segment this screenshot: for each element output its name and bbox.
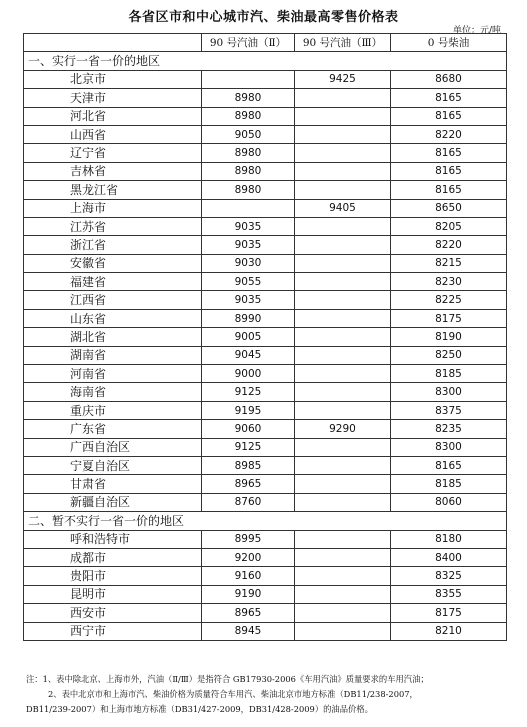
gasoline-90-ii-price: 8760: [202, 493, 295, 511]
region-name: 吉林省: [24, 162, 202, 180]
gasoline-90-iii-price: [295, 383, 391, 401]
region-name: 新疆自治区: [24, 493, 202, 511]
gasoline-90-ii-price: 9030: [202, 254, 295, 272]
diesel-0-price: 8185: [391, 475, 507, 493]
gasoline-90-ii-price: 9055: [202, 273, 295, 291]
gasoline-90-iii-price: [295, 162, 391, 180]
header-row: [24, 34, 507, 52]
gasoline-90-iii-price: [295, 622, 391, 640]
region-name: 福建省: [24, 273, 202, 291]
table-row: [24, 530, 507, 548]
diesel-0-price: 8250: [391, 346, 507, 364]
price-table: [23, 33, 507, 641]
diesel-0-price: 8205: [391, 217, 507, 235]
note-2-continued: DB11/239-2007）和上海市地方标准（DB31/427-2009，DB31/428-2009）的油品价格。: [26, 704, 373, 714]
gasoline-90-ii-price: 8980: [202, 89, 295, 107]
gasoline-90-iii-price: [295, 291, 391, 309]
gasoline-90-iii-price: [295, 107, 391, 125]
gasoline-90-ii-price: 8985: [202, 456, 295, 474]
region-name: 呼和浩特市: [24, 530, 202, 548]
region-name: 海南省: [24, 383, 202, 401]
gasoline-90-ii-price: 9035: [202, 236, 295, 254]
gasoline-90-iii-price: [295, 346, 391, 364]
diesel-0-price: 8325: [391, 567, 507, 585]
gasoline-90-ii-price: 8995: [202, 530, 295, 548]
diesel-0-price: 8235: [391, 420, 507, 438]
diesel-0-price: 8165: [391, 144, 507, 162]
table-row: [24, 70, 507, 88]
gasoline-90-ii-price: 8965: [202, 604, 295, 622]
region-name: 昆明市: [24, 585, 202, 603]
section-row: [24, 512, 507, 530]
section-label: 二、暂不实行一省一价的地区: [24, 512, 507, 530]
diesel-0-price: 8165: [391, 181, 507, 199]
diesel-0-price: 8175: [391, 604, 507, 622]
diesel-0-price: 8300: [391, 383, 507, 401]
section-row: [24, 52, 507, 70]
gasoline-90-iii-price: [295, 530, 391, 548]
table-row: [24, 604, 507, 622]
gasoline-90-ii-price: 8980: [202, 144, 295, 162]
gasoline-90-iii-price: [295, 328, 391, 346]
table-row: [24, 567, 507, 585]
region-name: 河南省: [24, 365, 202, 383]
gasoline-90-iii-price: [295, 365, 391, 383]
page-title: 各省区市和中心城市汽、柴油最高零售价格表: [128, 10, 399, 25]
table-row: [24, 328, 507, 346]
diesel-0-price: 8355: [391, 585, 507, 603]
gasoline-90-ii-price: [202, 199, 295, 217]
gasoline-90-ii-price: 9050: [202, 125, 295, 143]
gasoline-90-iii-price: [295, 585, 391, 603]
gasoline-90-iii-price: [295, 438, 391, 456]
region-name: 宁夏自治区: [24, 456, 202, 474]
gasoline-90-ii-price: 9000: [202, 365, 295, 383]
region-name: 重庆市: [24, 401, 202, 419]
gasoline-90-iii-price: [295, 567, 391, 585]
region-name: 江苏省: [24, 217, 202, 235]
gasoline-90-iii-price: [295, 456, 391, 474]
gasoline-90-ii-price: 9160: [202, 567, 295, 585]
region-name: 北京市: [24, 70, 202, 88]
gasoline-90-iii-price: [295, 604, 391, 622]
diesel-0-price: 8190: [391, 328, 507, 346]
gasoline-90-iii-price: 9290: [295, 420, 391, 438]
region-name: 河北省: [24, 107, 202, 125]
gasoline-90-ii-price: 9035: [202, 217, 295, 235]
gasoline-90-ii-price: 8945: [202, 622, 295, 640]
gasoline-90-ii-price: 9005: [202, 328, 295, 346]
diesel-0-price: 8300: [391, 438, 507, 456]
gasoline-90-ii-price: 9125: [202, 383, 295, 401]
footnotes: [26, 672, 516, 717]
table-row: [24, 181, 507, 199]
gasoline-90-iii-price: 9425: [295, 70, 391, 88]
diesel-0-price: 8165: [391, 89, 507, 107]
diesel-0-price: 8375: [391, 401, 507, 419]
gasoline-90-iii-price: [295, 475, 391, 493]
gasoline-90-ii-price: 8965: [202, 475, 295, 493]
region-name: 上海市: [24, 199, 202, 217]
region-name: 广东省: [24, 420, 202, 438]
table-row: [24, 401, 507, 419]
table-row: [24, 493, 507, 511]
gasoline-90-ii-price: 9125: [202, 438, 295, 456]
gasoline-90-ii-price: 8980: [202, 181, 295, 199]
note-1: 注：1、表中除北京、上海市外，汽油（Ⅱ/Ⅲ）是指符合 GB17930-2006《车用汽油》质量要求的车用汽油；: [26, 674, 429, 684]
gasoline-90-iii-price: [295, 217, 391, 235]
unit-label: 单位：元/吨: [452, 26, 501, 36]
gasoline-90-ii-price: 9190: [202, 585, 295, 603]
gasoline-90-ii-price: 9035: [202, 291, 295, 309]
gasoline-90-iii-price: [295, 236, 391, 254]
diesel-0-price: 8215: [391, 254, 507, 272]
gasoline-90-iii-price: [295, 89, 391, 107]
header-gasoline-90-ii: 90 号汽油（Ⅱ）: [202, 34, 295, 52]
region-name: 湖北省: [24, 328, 202, 346]
region-name: 贵阳市: [24, 567, 202, 585]
table-row: [24, 199, 507, 217]
region-name: 成都市: [24, 548, 202, 566]
gasoline-90-ii-price: 8980: [202, 162, 295, 180]
table-row: [24, 420, 507, 438]
region-name: 山西省: [24, 125, 202, 143]
region-name: 安徽省: [24, 254, 202, 272]
diesel-0-price: 8175: [391, 309, 507, 327]
gasoline-90-iii-price: [295, 401, 391, 419]
table-row: [24, 162, 507, 180]
table-row: [24, 622, 507, 640]
gasoline-90-iii-price: [295, 548, 391, 566]
gasoline-90-ii-price: 8980: [202, 107, 295, 125]
table-row: [24, 236, 507, 254]
price-table-body: [24, 34, 507, 641]
table-row: [24, 383, 507, 401]
gasoline-90-ii-price: 9195: [202, 401, 295, 419]
region-name: 辽宁省: [24, 144, 202, 162]
gasoline-90-ii-price: 9045: [202, 346, 295, 364]
region-name: 广西自治区: [24, 438, 202, 456]
diesel-0-price: 8680: [391, 70, 507, 88]
note-2: 2、表中北京市和上海市汽、柴油价格为质量符合车用汽、柴油北京市地方标准（DB11/238-2007，: [48, 689, 418, 699]
diesel-0-price: 8165: [391, 162, 507, 180]
gasoline-90-iii-price: [295, 309, 391, 327]
diesel-0-price: 8400: [391, 548, 507, 566]
diesel-0-price: 8185: [391, 365, 507, 383]
table-row: [24, 125, 507, 143]
region-name: 甘肃省: [24, 475, 202, 493]
diesel-0-price: 8220: [391, 236, 507, 254]
gasoline-90-ii-price: [202, 70, 295, 88]
gasoline-90-iii-price: [295, 181, 391, 199]
table-row: [24, 144, 507, 162]
gasoline-90-iii-price: 9405: [295, 199, 391, 217]
table-row: [24, 89, 507, 107]
gasoline-90-ii-price: 9200: [202, 548, 295, 566]
region-name: 黑龙江省: [24, 181, 202, 199]
region-name: 湖南省: [24, 346, 202, 364]
region-name: 天津市: [24, 89, 202, 107]
header-diesel-0: 0 号柴油: [391, 34, 507, 52]
region-name: 江西省: [24, 291, 202, 309]
table-row: [24, 346, 507, 364]
table-row: [24, 309, 507, 327]
region-name: 西宁市: [24, 622, 202, 640]
gasoline-90-iii-price: [295, 273, 391, 291]
section-label: 一、实行一省一价的地区: [24, 52, 507, 70]
gasoline-90-iii-price: [295, 254, 391, 272]
diesel-0-price: 8165: [391, 456, 507, 474]
gasoline-90-iii-price: [295, 493, 391, 511]
table-row: [24, 438, 507, 456]
gasoline-90-iii-price: [295, 125, 391, 143]
diesel-0-price: 8180: [391, 530, 507, 548]
table-row: [24, 456, 507, 474]
table-row: [24, 585, 507, 603]
diesel-0-price: 8060: [391, 493, 507, 511]
table-row: [24, 107, 507, 125]
region-name: 山东省: [24, 309, 202, 327]
diesel-0-price: 8220: [391, 125, 507, 143]
diesel-0-price: 8225: [391, 291, 507, 309]
region-name: 西安市: [24, 604, 202, 622]
region-name: 浙江省: [24, 236, 202, 254]
gasoline-90-iii-price: [295, 144, 391, 162]
table-row: [24, 254, 507, 272]
diesel-0-price: 8165: [391, 107, 507, 125]
diesel-0-price: 8210: [391, 622, 507, 640]
header-gasoline-90-iii: 90 号汽油（Ⅲ）: [295, 34, 391, 52]
table-row: [24, 475, 507, 493]
table-row: [24, 548, 507, 566]
gasoline-90-ii-price: 8990: [202, 309, 295, 327]
diesel-0-price: 8230: [391, 273, 507, 291]
header-region: [24, 34, 202, 52]
table-row: [24, 365, 507, 383]
table-row: [24, 273, 507, 291]
table-row: [24, 291, 507, 309]
diesel-0-price: 8650: [391, 199, 507, 217]
gasoline-90-ii-price: 9060: [202, 420, 295, 438]
table-row: [24, 217, 507, 235]
